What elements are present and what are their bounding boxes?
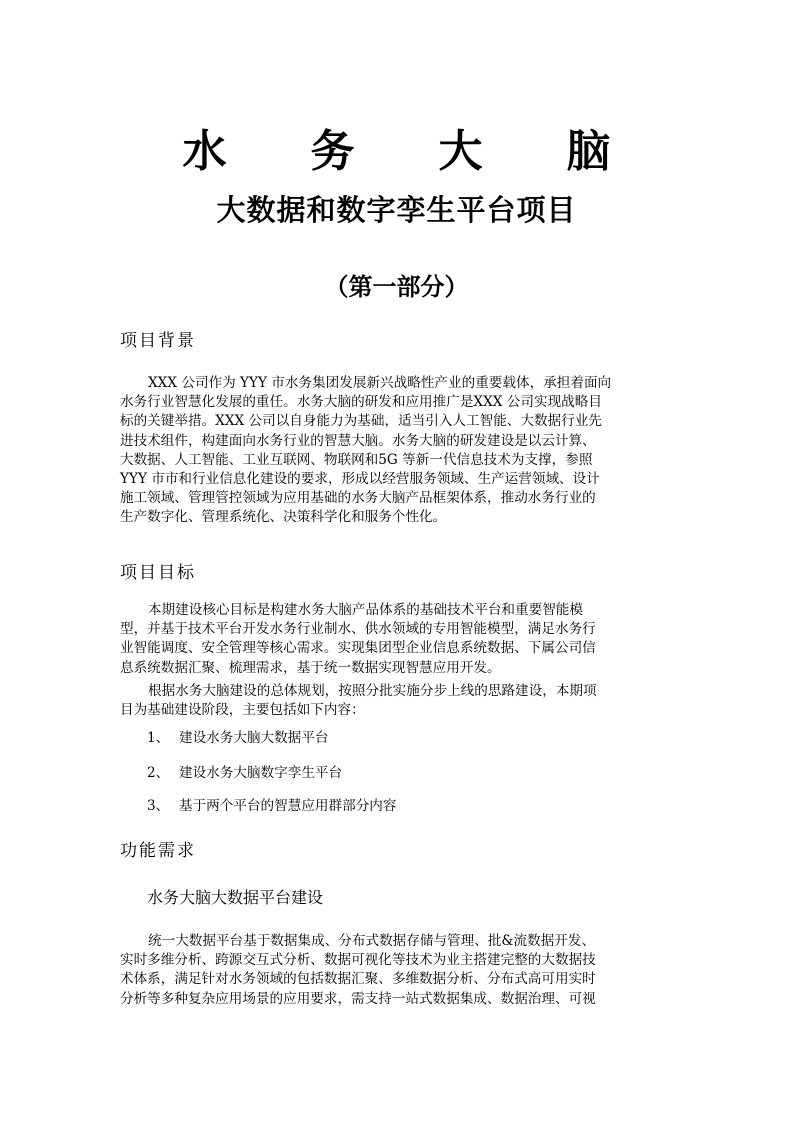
title-char: 水 (182, 126, 227, 177)
paragraph-line: 目为基础建设阶段，主要包括如下内容： (120, 702, 365, 719)
document-part-label: （第一部分） (324, 273, 469, 301)
title-char: 大 (438, 126, 483, 177)
goals-list-item (147, 797, 397, 816)
list-item-number: 1、 (147, 730, 170, 746)
paragraph-line: 进技术组件，构建面向水务行业的智慧大脑。水务大脑的研发建设是以云计算、 (120, 432, 596, 449)
paragraph-line: 水务行业智慧化发展的重任。水务大脑的研发和应用推广是XXX 公司实现战略目 (120, 394, 602, 411)
document-title (0, 124, 793, 180)
paragraph-line: 生产数字化、管理系统化、决策科学化和服务个性化。 (120, 509, 447, 526)
paragraph-line: 统一大数据平台基于数据集成、分布式数据存储与管理、批&流数据开发、 (148, 933, 596, 949)
list-item-text: 基于两个平台的智慧应用群部分内容 (179, 798, 397, 814)
list-item-text: 建设水务大脑大数据平台 (179, 730, 329, 746)
list-item-number: 2、 (147, 765, 170, 781)
list-item-text: 建设水务大脑数字孪生平台 (179, 765, 343, 781)
goals-list-item (147, 764, 342, 783)
section-heading-goals: 项目目标 (120, 563, 196, 583)
paragraph-line: XXX 公司作为 YYY 市水务集团发展新兴战略性产业的重要载体，承担着面向 (148, 375, 612, 391)
paragraph-line: 分析等多种复杂应用场景的应用要求，需支持一站式数据集成、数据治理、可视 (120, 990, 596, 1007)
paragraph-line: 施工领域、管理管控领域为应用基础的水务大脑产品框架体系，推动水务行业的 (120, 490, 596, 507)
paragraph-line: 术体系，满足针对水务领域的包括数据汇聚、多维数据分析、分布式高可用实时 (120, 971, 596, 988)
paragraph-line: 本期建设核心目标是构建水务大脑产品体系的基础技术平台和重要智能模 (148, 602, 583, 618)
subsection-heading-bigdata-platform: 水务大脑大数据平台建设 (147, 888, 324, 907)
paragraph-line: 大数据、人工智能、工业互联网、物联网和5G 等新一代信息技术为支撑，参照 (120, 451, 593, 468)
document-subtitle: 大数据和数字孪生平台项目 (216, 193, 577, 227)
paragraph-line: 根据水务大脑建设的总体规划，按照分批实施分步上线的思路建设，本期项 (148, 683, 597, 699)
paragraph-line: 型，并基于技术平台开发水务行业制水、供水领域的专用智能模型，满足水务行 (120, 621, 596, 638)
paragraph-line: 实时多维分析、跨源交互式分析、数据可视化等技术为业主搭建完整的大数据技 (120, 952, 596, 969)
section-heading-background: 项目背景 (120, 331, 196, 351)
paragraph-line: 息系统数据汇聚、梳理需求，基于统一数据实现智慧应用开发。 (120, 659, 501, 676)
goals-paragraph-2 (120, 682, 680, 720)
background-paragraph (120, 374, 680, 528)
goals-list-item (147, 729, 329, 748)
section-heading-requirements: 功能需求 (120, 841, 196, 861)
title-char: 务 (310, 126, 355, 177)
list-item-number: 3、 (147, 798, 170, 814)
paragraph-line: 业智能调度、安全管理等核心需求。实现集团型企业信息系统数据、下属公司信 (120, 640, 596, 657)
bigdata-platform-paragraph (120, 932, 680, 1009)
paragraph-line: YYY 市市和行业信息化建设的要求，形成以经营服务领域、生产运营领域、设计 (120, 470, 600, 487)
goals-paragraph-1 (120, 601, 680, 678)
title-char: 脑 (566, 126, 611, 177)
paragraph-line: 标的关键举措。XXX 公司以自身能力为基础，适当引入人工智能、大数据行业先 (120, 413, 602, 430)
